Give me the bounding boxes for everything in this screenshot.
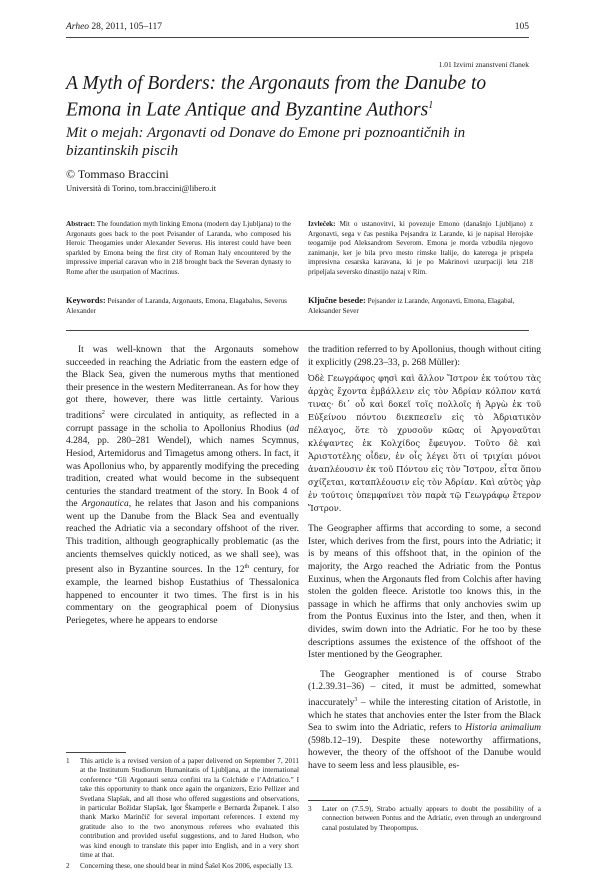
- article-category: 1.01 Izvirni znanstveni članek: [438, 60, 529, 69]
- keywords-english: Keywords: Peisander of Laranda, Argonauts, Emona, Elagabalus, Severus Alexander: [66, 295, 287, 315]
- footnote: 2 Concerning these, one should bear in mind Šašel Kos 2006, especially 13.: [66, 862, 293, 871]
- author-affiliation: Università di Torino, tom.braccini@libero.it: [66, 183, 217, 193]
- body-paragraph: The Geographer mentioned is of course Strabo (1.2.39.31–36) – cited, it must be admitted, somewhat inaccurately$^3$ – while the interesting citation of Aristotle, in which he states that anchovies enter the Ister from the Black Sea to swim into the Adriatic, refers to Historia animalium (598b.12–19). Despite these noteworthy affirmations, however, the theory of the offshoot of the Danube would have to seem less and less plausible, es-: [308, 669, 541, 772]
- page-number: 105: [514, 22, 529, 32]
- author-name: © Tommaso Braccini: [66, 167, 169, 181]
- footnote-rule: [66, 752, 126, 753]
- article-subtitle: Mit o mejah: Argonavti od Donave do Emone pri poznoantičnih in bizantinskih piscih: [66, 125, 466, 159]
- body-paragraph: the tradition referred to by Apollonius, though without citing it explicitly (298.23–33, p. 268 Müller):: [308, 345, 541, 368]
- footnotes-right: [308, 805, 541, 833]
- footnote: 3 Later on (7.5.9), Strabo actually appears to doubt the possibility of a connection between Pontus and the Adriatic, even through an underground canal postulated by Theopompus.: [308, 805, 541, 832]
- abstract-english: Abstract: The foundation myth linking Emona (modern day Ljubljana) to the Argonauts goes back to the poet Peisander of Laranda, who composed his Heroic Theogamies under Alexander Severus. His interest could have been sparkled by Emona being the first city of Roman Italy encountered by the impressive imperial caravan who in 218 brought back the Severan dynasty to Rome after the usurpation of Macrinus.: [66, 220, 291, 276]
- article-title: A Myth of Borders: the Argonauts from the Danube to Emona in Late Antique and Byzantine Authors$^1$: [66, 73, 487, 121]
- body-column-right: [308, 344, 541, 773]
- running-header-journal: Arheo 28, 2011, 105–117: [66, 22, 162, 32]
- greek-quotation: Ὀδὲ Γεωγράφος φησὶ καὶ ἄλλον Ἴστρον ἐκ τούτου τὰς ἀρχὰς ἔχοντα ἐμβάλλειν εἰς τὸν Ἀδρίαν κόλπον κατά τινας· δι᾽ οὗ καὶ δοκεῖ τοῖς πολλοῖς ἡ Ἀργὼ ἐκ τοῦ Εὐξείνου πόντου διεκπεσεῖν εἰς τὸ Ἀδριατικὸν πέλαγος, ὅτε τὸ χρυσοῦν κῶας οἱ Ἀργοναῦται κλέψαντες ἐκ Κολχίδος ἔφευγον. Τοῦτο δὲ καὶ Ἀριστοτέλης οἶδεν, ἐν οἷς λέγει ὅτι οἱ τριχίαι μόνοι ἀναπλέουσιν ἐκ τοῦ Πόντου εἰς τὸν Ἴστρον, εἶτα ὅπου σχίζεται, καταπλέουσιν εἰς τὸν Ἀδρίαν. Καὶ αὐτὸς γὰρ ἐν τούτοις ὑπεμφαίνει τὸν παρὰ τῷ Γεωγράφῳ ἕτερον Ἴστρον.: [308, 373, 541, 514]
- abstract-rule: [66, 330, 529, 331]
- body-column-left: [66, 344, 299, 627]
- footnote: 1 This article is a revised version of a paper delivered on September 7, 2011 at the Institutum Studiorum Humanitatis of Ljubljana, at the international conference “Gli Argonauti senza confini tra la Colchide e l’Adriatico.” I take this opportunity to thank once again the organizers, Ezio Pellizer and Svetlana Slapšak, and all those who offered suggestions and observations, in particular Božidar Slapšak, Igor Škamperle e Bernarda Županek. I also thank Marko Marinčič for several important references. I extend my gratitude also to the two anonymous referees who evaluated this contribution and provided useful suggestions, and to Jared Hudson, who was kind enough to translate this paper into English, and in a very short time at that.: [66, 757, 299, 860]
- footnotes-left: [66, 757, 299, 872]
- abstract-slovene: Izvleček: Mit o ustanovitvi, ki povezuje Emono (današnjo Ljubljano) z Argonavti, sega v čas pesnika Pejsandra iz Larande, ki je napisal Herojske teogamije pod Aleksandrom Severom. Emona je morda vzbudila njegovo zanimanje, ker je bila prvo mesto rimske Italije, do katerega je prispela impresivna cesarska karavana, ki je po Makrinovi uzurpaciji leta 218 pripeljala seversko dinastijo nazaj v Rim.: [308, 220, 533, 276]
- keywords-slovene: Ključne besede: Pejsander iz Larande, Argonavti, Emona, Elagabal, Aleksander Sever: [308, 295, 515, 315]
- header-rule: [66, 37, 529, 38]
- translation-paragraph: The Geographer affirms that according to some, a second Ister, which derives from the first, pours into the Adriatic; it is by means of this offshoot that, in the opinion of the majority, the Argo reached the Adriatic from the Pontus Euxinus, when the Argonauts fled from Colchis after having stolen the golden fleece. Aristotle too knows this, in the passage in which he affirms that only anchovies swim up from the Pontus Euxinus into the Ister, and then, when it divides, swim down into the Adriatic. For he too by these descriptions assumes the existence of the offshoot of the Ister mentioned by the Geographer.: [308, 524, 541, 661]
- body-paragraph: It was well-known that the Argonauts somehow succeeded in reaching the Adriatic from the eastern edge of the Black Sea, given the numerous myths that mentioned their presence in the western Mediterranean. As for how they got there, however, there was little certainty. Various traditions$^2$ were circulated in antiquity, as reflected in a corrupt passage in the scholia to Apollonius Rhodius (ad 4.284, pp. 280–281 Wendel), which names Scymnus, Hesiod, Artemidorus and Timagetus among others. In fact, it was Apollonius who, by apparently modifying the preceding tradition, created what would become in the subsequent centuries the standard treatment of the story. In Book 4 of the Argonautica, he relates that Jason and his companions went up the Danube from the Black Sea and eventually reached the Adriatic via a secondary offshoot of the river. This tradition, although geographically problematic (as the ancients themselves quickly noticed, as we shall see), was present also in Byzantine sources. In the 12th century, for example, the learned bishop Eustathius of Thessalonica happened to encounter it two times. The first is in his commentary on the geographical poem of Dionysius Periegetes, where he appears to endorse: [66, 345, 300, 626]
- footnote-rule: [308, 800, 368, 801]
